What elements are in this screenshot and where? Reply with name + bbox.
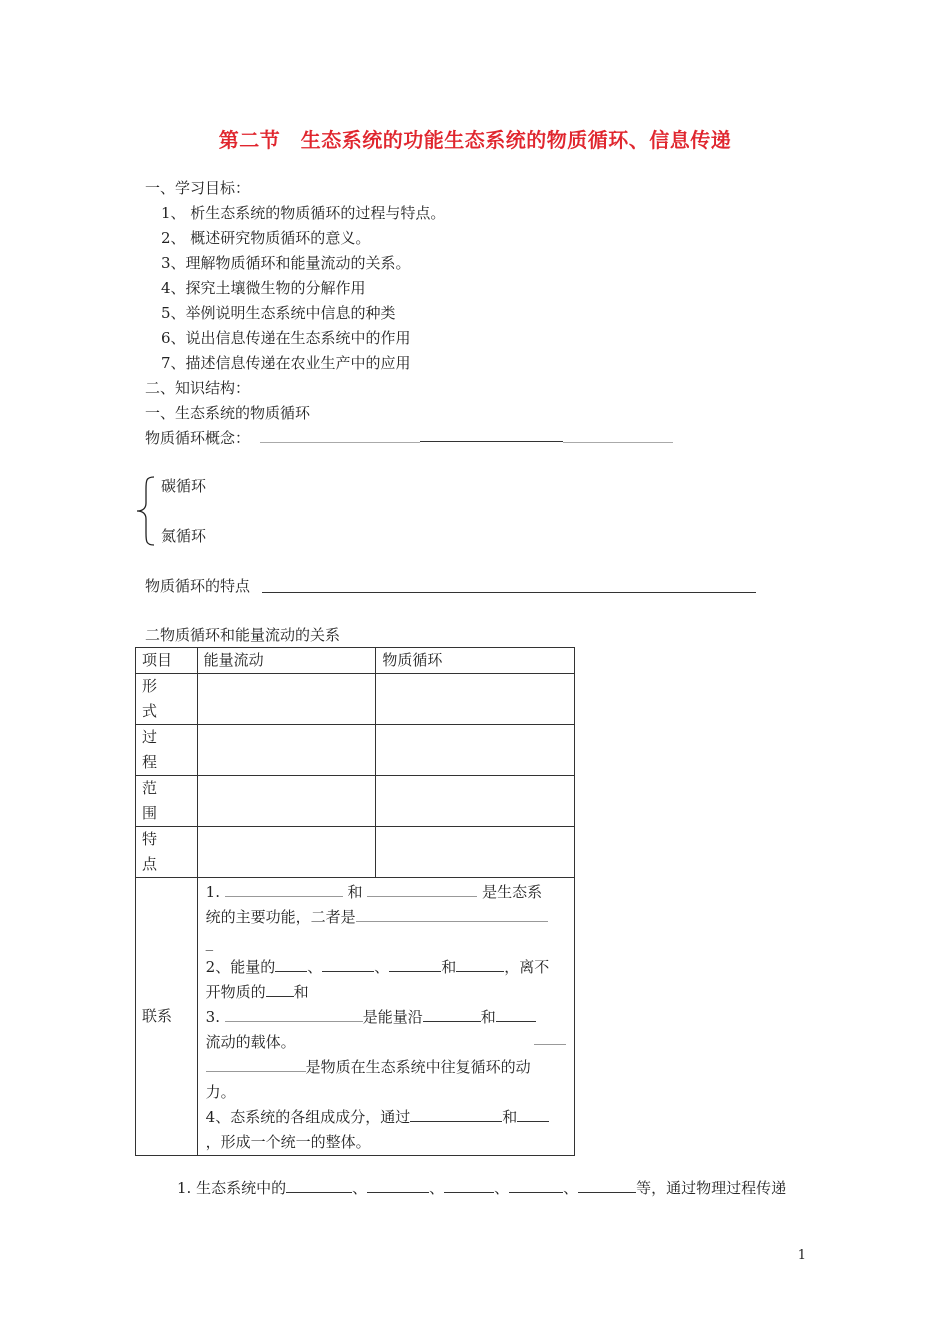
goal-item: 6、说出信息传递在生态系统中的作用 (161, 329, 411, 347)
blank[interactable] (578, 1178, 636, 1193)
table-cell[interactable] (197, 674, 376, 725)
concept-blank[interactable] (563, 442, 673, 443)
table-cell[interactable] (197, 827, 376, 878)
blank[interactable] (517, 1107, 549, 1122)
blank[interactable] (225, 1007, 363, 1022)
table-cell[interactable] (376, 827, 575, 878)
blank[interactable] (444, 1178, 494, 1193)
goal-item: 7、描述信息传递在农业生产中的应用 (161, 354, 411, 372)
row-label: 范 围 (136, 776, 198, 827)
row-label: 形 式 (136, 674, 198, 725)
blank[interactable] (534, 1030, 566, 1045)
relation-title: 二物质循环和能量流动的关系 (145, 626, 341, 644)
blank[interactable] (206, 1057, 306, 1072)
nitrogen-cycle-label: 氮循环 (161, 527, 207, 545)
carbon-cycle-label: 碳循环 (161, 477, 207, 495)
curly-brace-icon (134, 475, 158, 547)
feature-blank[interactable] (262, 592, 756, 593)
goal-item: 3、理解物质循环和能量流动的关系。 (161, 254, 411, 272)
blank[interactable] (266, 982, 294, 997)
table-header: 能量流动 (197, 648, 376, 674)
link-line-4: 2、能量的 、 、 和 ，离不 (205, 958, 550, 976)
link-line-1: 1. 和 是生态系 (205, 883, 543, 901)
link-line-3: _ (205, 933, 214, 951)
link-line-7: 流动的载体。 (206, 1030, 566, 1055)
row-label: 过 程 (136, 725, 198, 776)
blank[interactable] (225, 882, 343, 897)
concept-label: 物质循环概念： (145, 429, 251, 447)
goal-item: 1、 析生态系统的物质循环的过程与特点。 (161, 204, 446, 222)
blank[interactable] (322, 957, 374, 972)
table-cell[interactable] (376, 776, 575, 827)
relation-table (135, 647, 575, 1156)
concept-blank[interactable] (420, 441, 563, 442)
link-line-6: 3. 是能量沿 和 (206, 1005, 566, 1030)
blank[interactable] (275, 957, 307, 972)
link-cell (197, 878, 574, 1156)
page-title: 第二节 生态系统的功能生态系统的物质循环、信息传递 (218, 128, 732, 152)
table-cell[interactable] (197, 776, 376, 827)
table-header: 物质循环 (376, 648, 575, 674)
blank[interactable] (509, 1178, 563, 1193)
blank[interactable] (286, 1178, 352, 1193)
link-line-8: 是物质在生态系统中往复循环的动 (206, 1055, 566, 1080)
goal-item: 2、 概述研究物质循环的意义。 (161, 229, 371, 247)
goal-item: 5、举例说明生态系统中信息的种类 (161, 304, 396, 322)
goal-item: 4、探究土壤微生物的分解作用 (161, 279, 366, 297)
blank[interactable] (389, 957, 441, 972)
table-cell[interactable] (376, 725, 575, 776)
blank[interactable] (496, 1007, 536, 1022)
blank[interactable] (456, 957, 504, 972)
concept-blank[interactable] (260, 442, 420, 443)
blank[interactable] (367, 1178, 429, 1193)
link-line-10: 4、态系统的各组成成分，通过 和 (206, 1105, 566, 1130)
blank[interactable] (410, 1107, 502, 1122)
table-header: 项目 (136, 648, 198, 674)
table-cell[interactable] (376, 674, 575, 725)
row-label: 特 点 (136, 827, 198, 878)
table-cell[interactable] (197, 725, 376, 776)
row-label-link: 联系 (136, 878, 198, 1156)
subsection-heading: 一、生态系统的物质循环 (145, 404, 311, 422)
section-heading-structure: 二、知识结构： (145, 379, 251, 397)
blank[interactable] (423, 1007, 481, 1022)
link-line-11: ，形成一个统一的整体。 (205, 1133, 371, 1151)
link-line-2: 统的主要功能，二者是 (206, 905, 566, 930)
section-heading-goals: 一、学习目标： (145, 179, 251, 197)
bottom-question: 1. 生态系统中的 、 、 、 、 等，通过物理过程传递 (177, 1179, 787, 1197)
link-line-9: 力。 (205, 1083, 236, 1101)
link-line-5: 开物质的 和 (205, 983, 309, 1001)
blank[interactable] (367, 882, 477, 897)
page-number: 1 (797, 1248, 806, 1263)
blank[interactable] (356, 907, 548, 922)
feature-label: 物质循环的特点 (145, 577, 251, 595)
